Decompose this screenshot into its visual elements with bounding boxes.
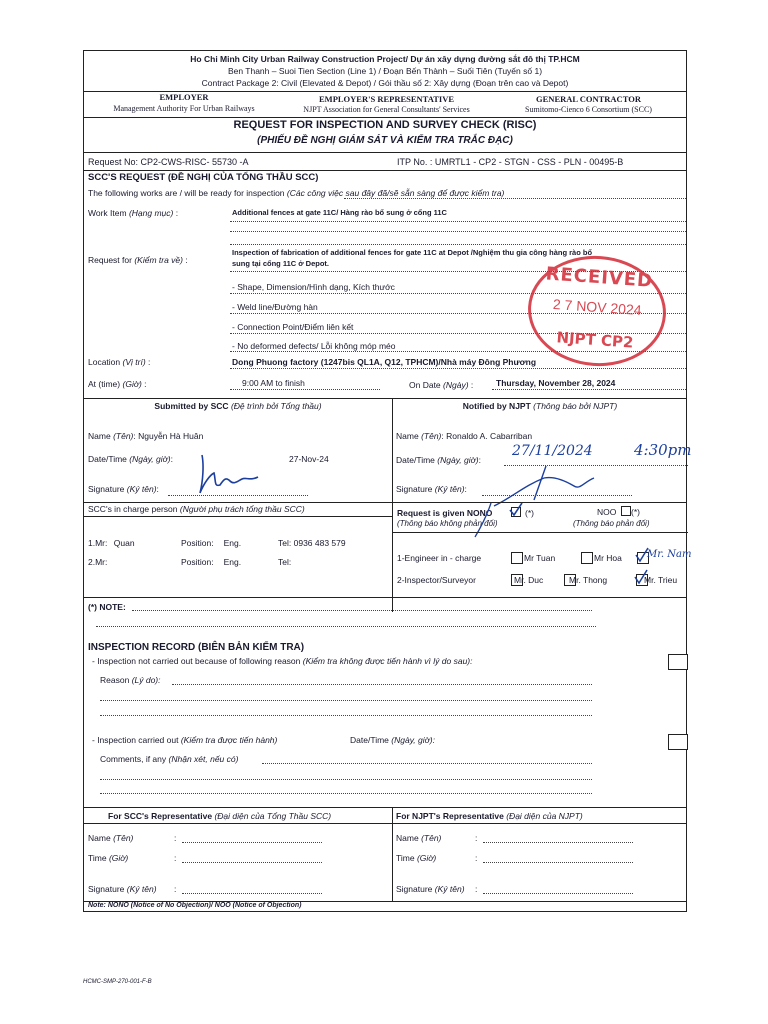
noo-star: (*) <box>631 507 640 517</box>
section-title: Ben Thanh – Suoi Tien Section (Line 1) / Đoạn Bến Thành – Suối Tiên (Tuyến số 1) <box>227 66 543 76</box>
intro-text-vi: (Các công việc sau đây đã/sẽ sẵn sàng để được kiểm tra) <box>286 188 505 198</box>
form-title: REQUEST FOR INSPECTION AND SURVEY CHECK (RISC) <box>233 119 537 131</box>
time-label-vi: (Giờ) <box>122 379 142 389</box>
request-no: Request No: CP2-CWS-RISC- 55730 -A <box>88 157 249 167</box>
notified-name-value: Ronaldo A. Cabarriban <box>446 431 533 441</box>
submitted-date-value: 27-Nov-24 <box>289 454 329 464</box>
request-for-line2: sung tại cổng 11C ở Depot. <box>232 259 330 268</box>
in-charge-row-2-tel <box>278 557 291 567</box>
nono-label: Request is given NONO <box>397 508 493 518</box>
nono-pen-mark <box>469 501 499 541</box>
scc-rep-signature-colon: : <box>174 884 177 894</box>
time-label: Time <box>88 853 107 863</box>
package-title: Contract Package 2: Civil (Elevated & Depot) / Gói thầu số 2: Xây dựng (Đoạn trên cao và Depot) <box>201 78 569 88</box>
inspector-option-2: Mr. Thong <box>569 575 608 585</box>
scc-rep-name-colon: : <box>174 833 177 843</box>
scc-rep-signature <box>88 884 157 894</box>
notified-name: Name (Tên): Ronaldo A. Cabarriban <box>396 431 533 441</box>
row-num: 2.Mr: <box>88 557 108 567</box>
submitted-heading-en: Submitted by SCC <box>154 401 229 411</box>
reason-label <box>100 675 161 685</box>
name-label-vi: (Tên) <box>113 833 134 843</box>
signature-label-vi: (Ký tên) <box>126 484 157 494</box>
signature-label: Signature <box>88 484 125 494</box>
submitted-heading <box>84 401 392 411</box>
njpt-rep-time <box>396 853 436 863</box>
date-time-label: Date/Time <box>88 454 127 464</box>
notified-heading-en: Notified by NJPT <box>462 401 531 411</box>
check-deformation: - No deformed defects/ Lỗi không móp méo <box>232 341 396 351</box>
submitted-date: Date/Time (Ngày, giờ): <box>88 454 173 464</box>
inspection-not-carried <box>92 656 473 666</box>
carried-text: - Inspection carried out <box>92 735 179 745</box>
stamp-line-2: 2 7 NOV 2024 <box>552 295 643 319</box>
notified-time-handwritten: 4:30pm <box>634 441 692 459</box>
work-item-value: Additional fences at gate 11C/ Hàng rào bổ sung ở cổng 11C <box>232 208 447 217</box>
notified-signature: Signature (Ký tên): <box>396 484 467 494</box>
scc-rep-time-colon: : <box>174 853 177 863</box>
position-value: Eng. <box>223 538 242 548</box>
date-label-en: On Date <box>409 380 441 390</box>
request-for-label-en: Request for <box>88 255 132 265</box>
date-label-vi: (Ngày) <box>443 380 469 390</box>
itp-no: ITP No. : UMRTL1 - CP2 - STGN - CSS - PLN - 00495-B <box>397 157 624 167</box>
njpt-rep-time-colon: : <box>475 853 478 863</box>
engineer-checkbox-2[interactable] <box>581 552 593 564</box>
inspector-option-3: Mr. Trieu <box>644 575 678 585</box>
time-label-en: At (time) <box>88 379 121 389</box>
signature-label-vi: (Ký tên) <box>434 884 465 894</box>
in-charge-row-1-pos <box>181 538 241 548</box>
not-carried-text-vi: (Kiểm tra không được tiến hành vì lý do sau): <box>302 656 473 666</box>
inspector-option-1: Mr. Duc <box>514 575 544 585</box>
stamp-line-3: NJPT CP2 <box>555 328 635 352</box>
name-label-vi: (Tên) <box>421 833 442 843</box>
inspection-carried <box>92 735 277 745</box>
location-label-en: Location <box>88 357 121 367</box>
in-charge-row-2 <box>88 557 107 567</box>
work-item-label: Work Item (Hạng mục) : <box>88 208 179 218</box>
rep-name: NJPT Association for General Consultants' Services <box>303 105 470 114</box>
request-for-line1: Inspection of fabrication of additional fences for gate 11C at Depot /Nghiệm thu gia công hàng rào bổ <box>232 248 593 257</box>
time-label-vi: (Giờ) <box>416 853 437 863</box>
date-time-label-vi: (Ngày, giờ) <box>437 455 479 465</box>
in-charge-heading-en: SCC's in charge person <box>88 504 178 514</box>
name-label-vi: (Tên) <box>421 431 442 441</box>
check-weld: - Weld line/Đường hàn <box>232 302 318 312</box>
time-label-vi: (Giờ) <box>108 853 129 863</box>
njpt-rep-heading <box>396 811 583 821</box>
name-label: Name <box>396 833 419 843</box>
scc-rep-heading <box>108 811 331 821</box>
inspector-label: 2-Inspector/Surveyor <box>397 575 476 585</box>
location-label: Location (Vị trí) : <box>88 357 151 367</box>
njpt-rep-name-colon: : <box>475 833 478 843</box>
in-charge-row-1 <box>88 538 135 548</box>
footer-code: HCMC-SMP-270-001-F-B <box>83 979 152 985</box>
tel-value: 0936 483 579 <box>293 538 346 548</box>
comments-label-vi: (Nhận xét, nếu có) <box>168 754 239 764</box>
scc-request-intro <box>88 188 504 198</box>
contractor-name: Sumitomo-Cienco 6 Consortium (SCC) <box>525 105 652 114</box>
not-carried-text: - Inspection not carried out because of following reason <box>92 656 301 666</box>
tel-label: Tel: <box>278 557 292 567</box>
employer-title: EMPLOYER <box>159 92 209 102</box>
time-label: Time <box>396 853 415 863</box>
rep-title: EMPLOYER'S REPRESENTATIVE <box>319 94 454 104</box>
notified-heading <box>392 401 688 411</box>
inspection-heading: INSPECTION RECORD (BIÊN BẢN KIỂM TRA) <box>88 642 305 653</box>
signature-label: Signature <box>396 884 433 894</box>
check-connection: - Connection Point/Điểm liên kết <box>232 322 354 332</box>
njpt-rep-signature <box>396 884 465 894</box>
njpt-rep-signature-colon: : <box>475 884 478 894</box>
date-time-label: Date/Time <box>396 455 435 465</box>
location-label-vi: (Vị trí) <box>122 357 146 367</box>
risc-form <box>83 50 692 912</box>
datetime-label-vi: (Ngày, giờ): <box>391 735 435 745</box>
scc-rep-heading-vi: (Đại diện của Tổng Thầu SCC) <box>214 811 332 821</box>
note-label: (*) NOTE: <box>88 602 126 612</box>
in-charge-heading-vi: (Người phụ trách tổng thầu SCC) <box>179 504 305 514</box>
notified-date: Date/Time (Ngày, giờ): <box>396 455 481 465</box>
scc-rep-name <box>88 833 133 843</box>
date-label: On Date (Ngày) : <box>409 380 474 390</box>
noo-label: NOO <box>597 507 617 517</box>
submitted-name: Name (Tên): Nguyễn Hà Huân <box>88 431 204 441</box>
comments-label <box>100 754 238 764</box>
not-carried-checkbox[interactable] <box>668 654 688 670</box>
check-shape: - Shape, Dimension/Hình dạng, Kích thước <box>232 282 395 292</box>
engineer-option-1: Mr Tuan <box>524 553 556 563</box>
notified-heading-vi: (Thông báo bởi NJPT) <box>533 401 618 411</box>
noo-vi: (Thông báo phản đối) <box>573 519 650 528</box>
carried-text-vi: (Kiểm tra được tiến hành) <box>180 735 278 745</box>
employer-name: Management Authority For Urban Railways <box>113 104 255 113</box>
contractor-title: GENERAL CONTRACTOR <box>536 94 641 104</box>
engineer-option-3: Mr. Nam <box>647 549 692 560</box>
in-charge-row-2-pos <box>181 557 241 567</box>
time-label: At (time) (Giờ) : <box>88 379 147 389</box>
person-name: Quan <box>113 538 135 548</box>
date-time-label-vi: (Ngày, giờ) <box>129 454 171 464</box>
scc-rep-time <box>88 853 128 863</box>
njpt-rep-name <box>396 833 441 843</box>
in-charge-row-1-tel <box>278 538 346 548</box>
check-mark-icon <box>508 501 524 517</box>
request-for-label-vi: (Kiểm tra về) <box>134 255 183 265</box>
work-item-label-vi: (Hạng mục) <box>128 208 174 218</box>
time-value: 9:00 AM to finish <box>242 378 305 388</box>
scc-signature <box>184 451 274 497</box>
name-label-vi: (Tên) <box>113 431 134 441</box>
notified-date-handwritten: 27/11/2024 <box>512 443 593 459</box>
position-value: Eng. <box>223 557 242 567</box>
njpt-rep-heading-en: For NJPT's Representative <box>396 811 504 821</box>
inspection-datetime <box>350 735 435 745</box>
carried-checkbox[interactable] <box>668 734 688 750</box>
position-label: Position: <box>181 557 214 567</box>
noo-checkbox[interactable] <box>621 506 631 516</box>
project-title: Ho Chi Minh City Urban Railway Construction Project/ Dự án xây dựng đường sắt đô thị TP.HCM <box>190 54 580 64</box>
signature-label: Signature <box>396 484 433 494</box>
location-value: Dong Phuong factory (1247bis QL1A, Q12, TPHCM)/Nhà máy Đông Phương <box>232 357 537 367</box>
scc-request-heading: SCC'S REQUEST (ĐỀ NGHỊ CỦA TỔNG THẦU SCC) <box>88 172 319 183</box>
date-value: Thursday, November 28, 2024 <box>496 378 616 388</box>
nono-vi: (Thông báo không phản đối) <box>397 519 498 528</box>
position-label: Position: <box>181 538 214 548</box>
stamp-line-1: RECEIVED <box>544 263 654 292</box>
bottom-note: Note: NONO (Notice of No Objection)/ NOO (Notice of Objection) <box>88 902 302 909</box>
name-label: Name <box>88 833 111 843</box>
engineer-label: 1-Engineer in - charge <box>397 553 482 563</box>
comments-label-en: Comments, if any <box>100 754 167 764</box>
tel-label: Tel: <box>278 538 292 548</box>
scc-rep-heading-en: For SCC's Representative <box>108 811 213 821</box>
submitted-name-value: Nguyễn Hà Huân <box>138 431 204 441</box>
submitted-heading-vi: (Đệ trình bởi Tổng thầu) <box>230 401 322 411</box>
form-subtitle: (PHIẾU ĐỀ NGHỊ GIÁM SÁT VÀ KIỂM TRA TRẮC ĐẠC) <box>257 135 513 146</box>
reason-label-vi: (Lý do): <box>131 675 161 685</box>
signature-label: Signature <box>88 884 125 894</box>
nono-star: (*) <box>525 508 534 518</box>
datetime-label: Date/Time <box>350 735 389 745</box>
row-num: 1.Mr: <box>88 538 108 548</box>
name-label: Name <box>88 431 111 441</box>
in-charge-heading <box>88 504 305 514</box>
engineer-option-2: Mr Hoa <box>594 553 622 563</box>
engineer-checkbox-1[interactable] <box>511 552 523 564</box>
name-label: Name <box>396 431 419 441</box>
work-item-label-en: Work Item <box>88 208 127 218</box>
signature-label-vi: (Ký tên) <box>126 884 157 894</box>
njpt-rep-heading-vi: (Đại diện của NJPT) <box>506 811 583 821</box>
signature-label-vi: (Ký tên) <box>434 484 465 494</box>
submitted-signature: Signature (Ký tên): <box>88 484 159 494</box>
reason-label-en: Reason <box>100 675 130 685</box>
request-for-label: Request for (Kiểm tra về) : <box>88 255 188 265</box>
intro-text: The following works are / will be ready for inspection <box>88 188 285 198</box>
